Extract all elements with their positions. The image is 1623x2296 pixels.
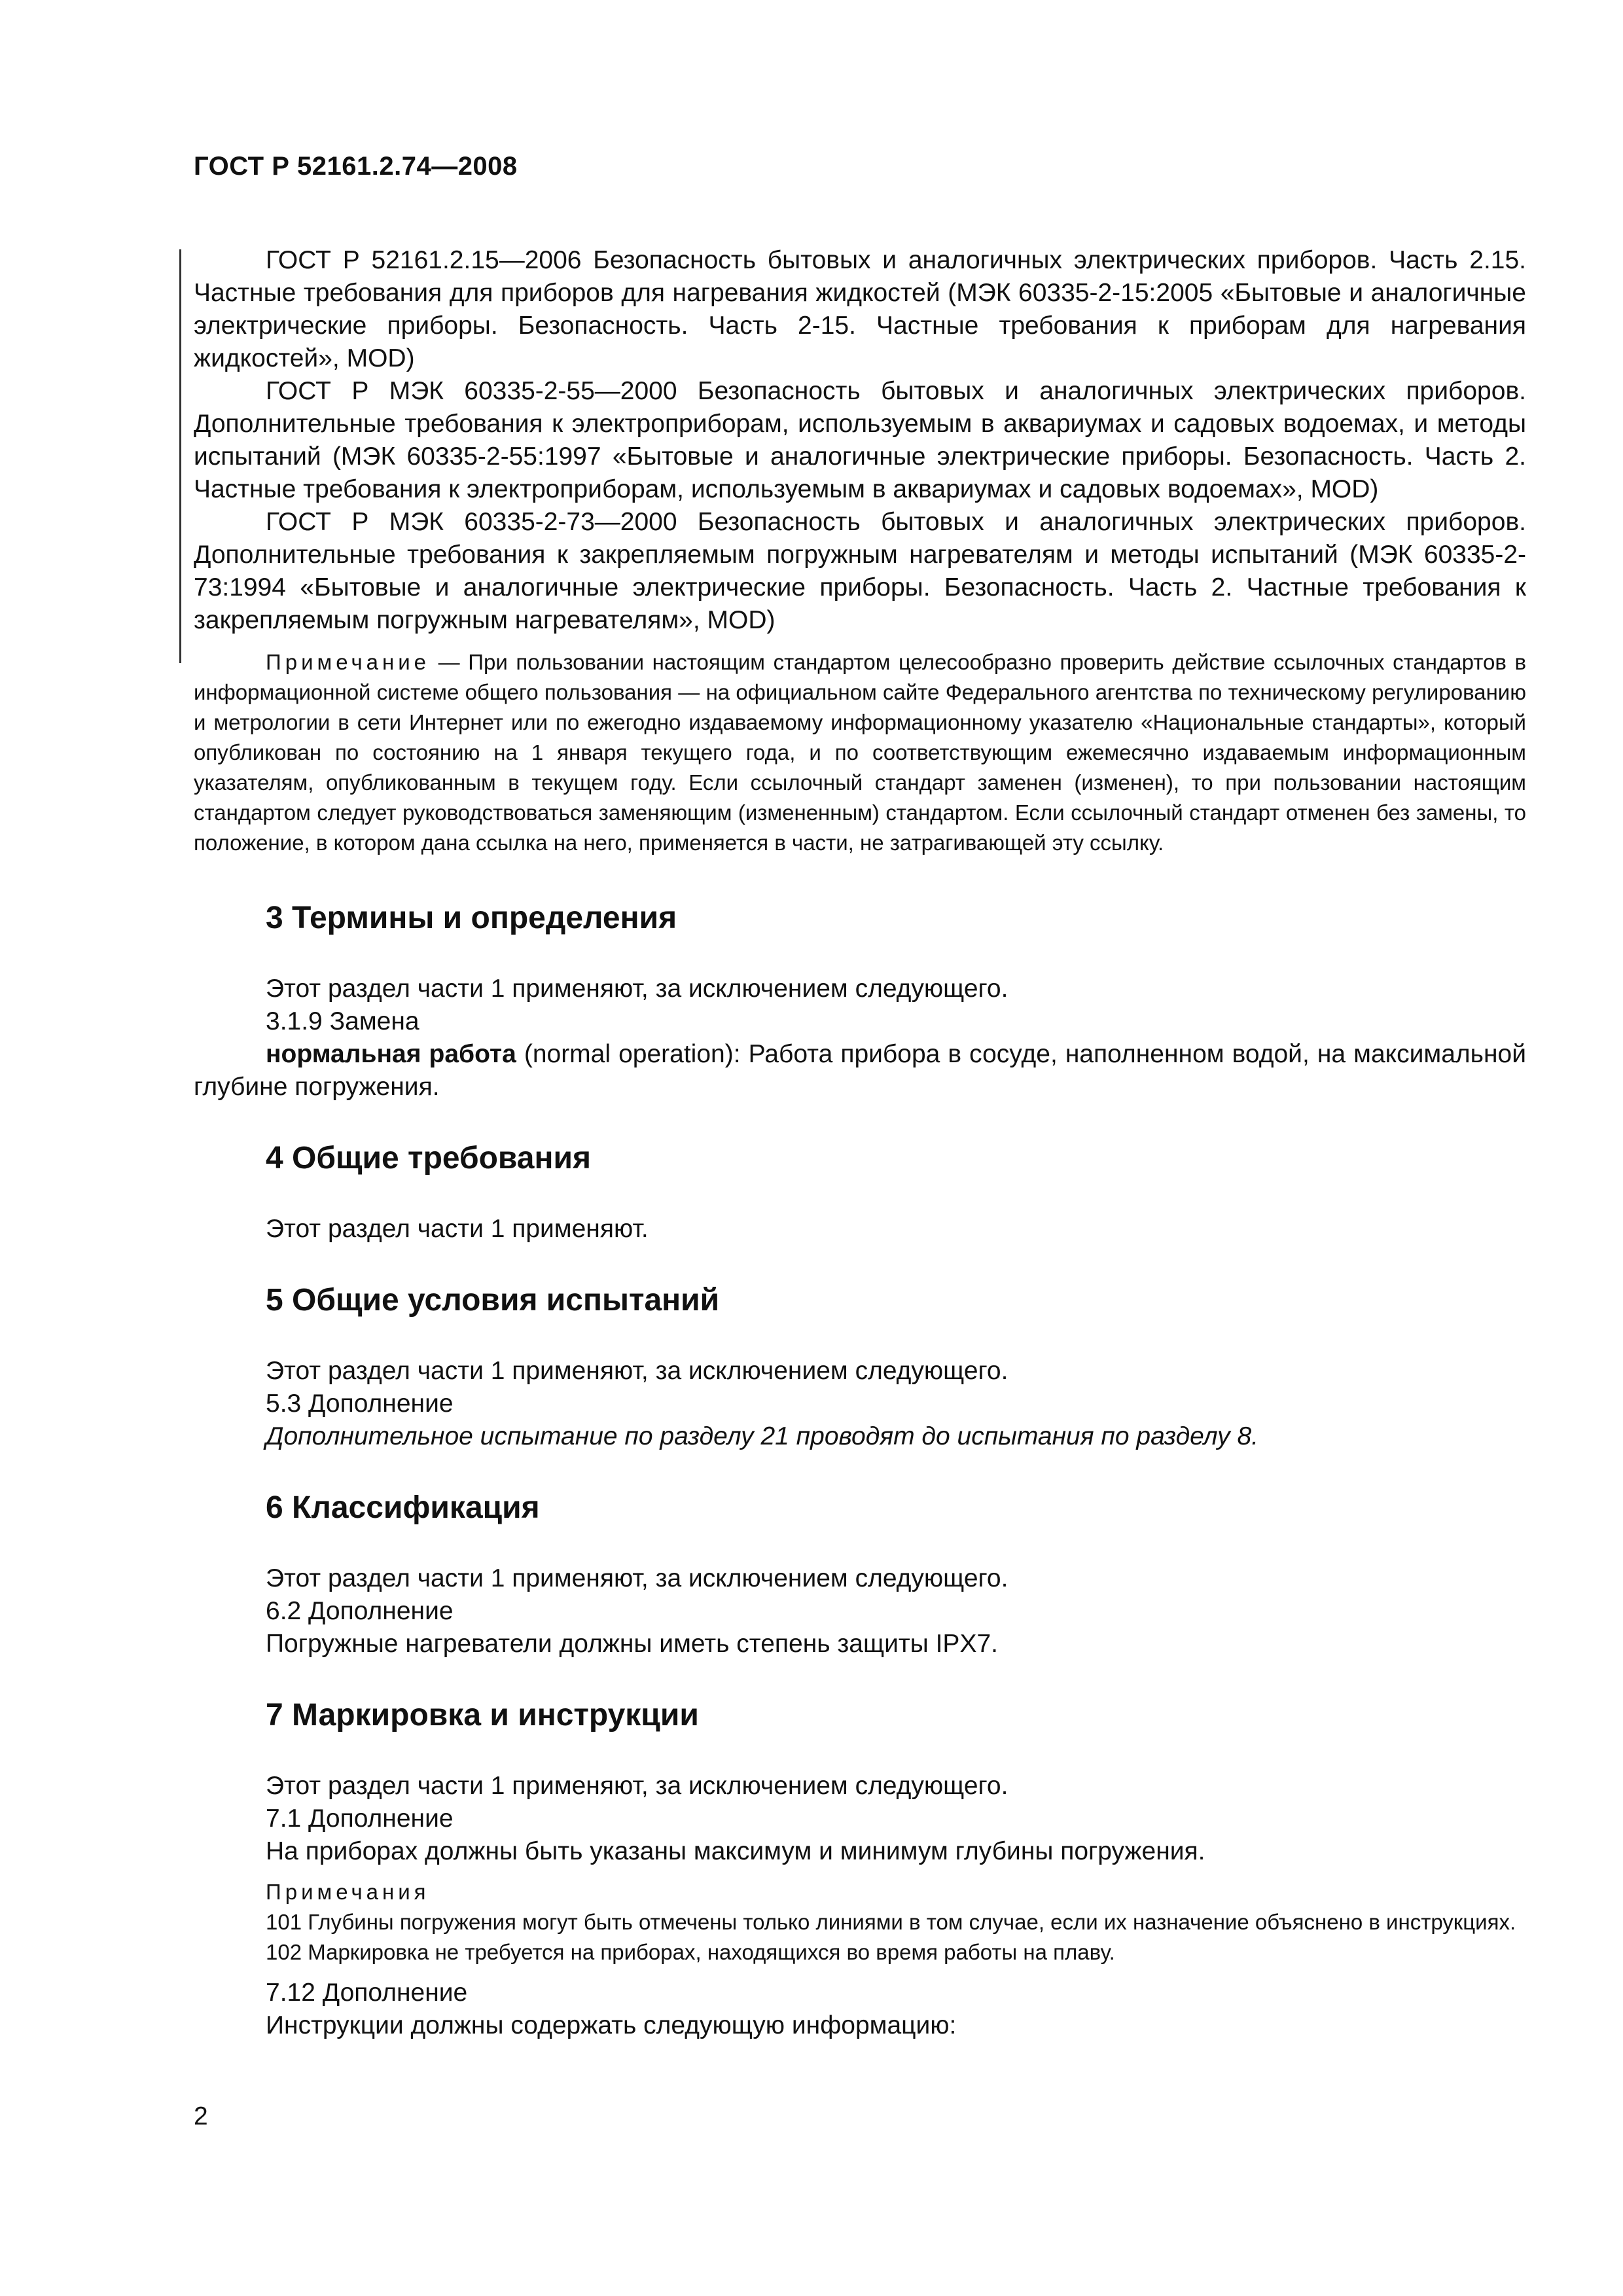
section-3-title: 3 Термины и определения <box>266 901 677 935</box>
section-5-intro: Этот раздел части 1 применяют, за исключением следующего. <box>266 1357 1008 1385</box>
page-number: 2 <box>194 2102 208 2130</box>
term: нормальная работа <box>266 1040 516 1068</box>
reference-item: ГОСТ Р 52161.2.15—2006 Безопасность бытовых и аналогичных электрических приборов. Часть 2.15. Частные требования для приборов для нагревания жидкостей (МЭК 60335-2-15:2005 «Бытовые и аналогичные электрические приборы. Безопасность. Часть 2-15. Частные требования к приборам для нагревания жидкостей», MOD) <box>194 246 1526 372</box>
section-7-clause-1: 7.1 Дополнение <box>266 1804 454 1833</box>
section-6-intro: Этот раздел части 1 применяют, за исключением следующего. <box>266 1564 1008 1592</box>
note-102: 102 Маркировка не требуется на приборах, находящихся во время работы на плаву. <box>266 1940 1115 1964</box>
section-7 <box>194 1697 1526 2042</box>
section-5-text: Дополнительное испытание по разделу 21 проводят до испытания по разделу 8. <box>266 1422 1258 1450</box>
reference-item: ГОСТ Р МЭК 60335-2-55—2000 Безопасность бытовых и аналогичных электрических приборов. Дополнительные требования к электроприборам, используемым в аквариумах и садовых водоемах, и методы испытаний (МЭК 60335-2-55:1997 «Бытовые и аналогичные электрические приборы. Безопасность. Часть 2. Частные требования к электроприборам, используемым в аквариумах и садовых водоемах», MOD) <box>194 377 1526 503</box>
section-7-title: 7 Маркировка и инструкции <box>266 1698 699 1732</box>
note-101: 101 Глубины погружения могут быть отмечены только линиями в том случае, если их назначение объяснено в инструкциях. <box>266 1910 1516 1934</box>
section-5-title: 5 Общие условия испытаний <box>266 1283 720 1318</box>
section-7-text-1: На приборах должны быть указаны максимум и минимум глубины погружения. <box>266 1837 1205 1865</box>
section-6-title: 6 Классификация <box>266 1490 540 1525</box>
note-label: Примечание <box>266 650 431 674</box>
section-7-intro: Этот раздел части 1 применяют, за исключением следующего. <box>266 1772 1008 1800</box>
reference-note <box>194 647 1526 858</box>
section-3 <box>194 900 1526 1103</box>
note-text: — При пользовании настоящим стандартом целесообразно проверить действие ссылочных стандартов в информационной системе общего пользования — на официальном сайте Федерального агентства по техническому регулированию и метрологии в сети Интернет или по ежегодно издаваемому информационному указателю «Национальные стандарты», который опубликован по состоянию на 1 января текущего года, и по соответствующим ежемесячно издаваемым информационным указателям, опубликованным в текущем году. Если ссылочный стандарт заменен (изменен), то при пользовании настоящим стандартом следует руководствоваться заменяющим (измененным) стандартом. Если ссылочный стандарт отменен без замены, то положение, в котором дана ссылка на него, применяется в части, не затрагивающей эту ссылку. <box>194 650 1526 855</box>
notes-label: Примечания <box>266 1880 430 1904</box>
references-block <box>194 244 1526 637</box>
section-6 <box>194 1490 1526 1660</box>
document-page <box>194 152 1526 2042</box>
section-6-clause: 6.2 Дополнение <box>266 1597 454 1625</box>
standard-code: ГОСТ Р 52161.2.74—2008 <box>194 152 518 181</box>
section-3-definition <box>194 1038 1526 1103</box>
section-4-intro: Этот раздел части 1 применяют. <box>266 1215 649 1243</box>
term-english: (normal operation): <box>524 1040 741 1068</box>
section-5 <box>194 1282 1526 1453</box>
change-bar <box>179 249 181 663</box>
section-3-clause: 3.1.9 Замена <box>266 1007 419 1035</box>
section-6-text: Погружные нагреватели должны иметь степень защиты IPX7. <box>266 1630 998 1658</box>
section-7-text-2: Инструкции должны содержать следующую информацию: <box>266 2011 957 2039</box>
section-3-intro: Этот раздел части 1 применяют, за исключением следующего. <box>266 975 1008 1003</box>
section-4 <box>194 1140 1526 1246</box>
reference-item: ГОСТ Р МЭК 60335-2-73—2000 Безопасность бытовых и аналогичных электрических приборов. Дополнительные требования к закрепляемым погружным нагревателям и методы испытаний (МЭК 60335-2-73:1994 «Бытовые и аналогичные электрические приборы. Безопасность. Часть 2. Частные требования к закрепляемым погружным нагревателям», MOD) <box>194 508 1526 634</box>
section-5-clause: 5.3 Дополнение <box>266 1390 454 1418</box>
section-4-title: 4 Общие требования <box>266 1141 591 1175</box>
section-7-clause-2: 7.12 Дополнение <box>266 1979 468 2007</box>
term-definition: Работа прибора в сосуде, наполненном водой, на максимальной глубине погружения. <box>194 1040 1527 1101</box>
